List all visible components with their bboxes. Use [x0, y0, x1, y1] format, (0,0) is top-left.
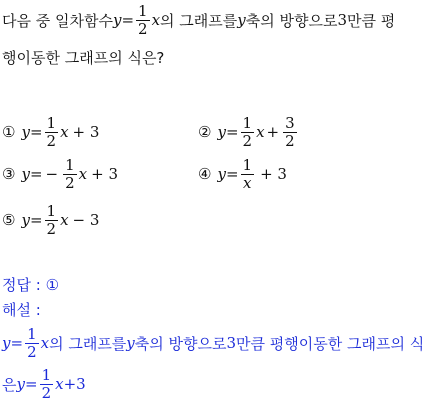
choice-4-fraction [241, 157, 255, 192]
question-y-axis: y [237, 11, 246, 29]
explanation-y: y [2, 334, 11, 352]
choice-4-den: x [243, 173, 252, 192]
choice-3-rest: + 3 [91, 165, 118, 183]
question-three: 3 [337, 11, 348, 29]
explanation-result-x: x [55, 375, 64, 393]
choice-3-eq: = [29, 165, 43, 183]
question-fraction [136, 3, 150, 38]
explanation-line-2 [2, 364, 86, 404]
explanation-text-4: 은 [2, 375, 17, 394]
choice-2-den: 2 [242, 131, 253, 150]
choice-1-eq: = [29, 123, 43, 141]
question-y: y [112, 11, 122, 29]
choice-2-lhs: y [217, 123, 226, 141]
choice-1-fraction [45, 115, 59, 150]
choice-1-den: 2 [46, 131, 57, 150]
choice-2-fraction-2 [283, 115, 297, 150]
explanation-result-den: 2 [41, 383, 52, 402]
choice-2-eq: = [225, 123, 239, 141]
choice-5-num: 1 [46, 201, 57, 220]
choice-3-num: 1 [65, 155, 75, 174]
choice-1-var: x [60, 123, 69, 141]
choice-2-rest: + [266, 123, 280, 141]
choice-2-fraction [241, 115, 255, 150]
choice-3-lhs: y [21, 165, 30, 183]
explanation-eq: = [10, 334, 24, 352]
explanation-result-fraction [40, 367, 54, 402]
choice-5-fraction [45, 203, 59, 238]
choice-4-eq: = [225, 165, 239, 183]
choice-5[interactable] [2, 200, 99, 240]
question-text-d: 만큼 평 [347, 11, 396, 30]
choice-3[interactable] [2, 154, 118, 194]
choice-5-rest: − 3 [72, 211, 100, 229]
explanation-result-num: 1 [41, 365, 52, 384]
choice-3-sign: − [45, 165, 59, 183]
question-line-1 [2, 0, 395, 40]
answer-line [2, 274, 59, 295]
choice-5-mark: ⑤ [2, 211, 16, 229]
explanation-y-axis: y [126, 334, 135, 352]
explanation-den: 2 [27, 342, 37, 361]
explanation-text-3: 만큼 평행이동한 그래프의 식 [236, 334, 424, 353]
explanation-result-y: y [16, 375, 25, 393]
explanation-label: 해설 : [2, 301, 41, 319]
choice-4[interactable] [198, 154, 287, 194]
question-frac-num: 1 [138, 1, 148, 20]
answer-label: 정답 : [2, 276, 46, 294]
choice-1-mark: ① [2, 123, 16, 141]
explanation-text-2: 축의 방향으로 [134, 334, 227, 353]
choice-1[interactable] [2, 112, 99, 152]
choice-5-var: x [60, 211, 69, 229]
choice-3-mark: ③ [2, 165, 16, 183]
question-eq: = [121, 11, 135, 29]
choice-5-eq: = [29, 211, 43, 229]
explanation-line-1 [2, 323, 424, 363]
choice-2-den-2: 2 [285, 131, 295, 150]
choice-3-var: x [78, 165, 88, 183]
choice-1-num: 1 [46, 113, 57, 132]
explanation-num: 1 [27, 324, 37, 343]
question-text-c: 축의 방향으로 [245, 11, 338, 30]
question-frac-den: 2 [138, 19, 148, 38]
choice-2-mark: ② [198, 123, 212, 141]
choice-5-den: 2 [46, 219, 57, 238]
choice-4-mark: ④ [198, 165, 212, 183]
choice-4-lhs: y [217, 165, 226, 183]
choice-2[interactable] [198, 112, 299, 152]
choice-4-rest: + 3 [260, 165, 287, 183]
explanation-result-eq: = [24, 375, 38, 393]
choice-2-var: x [256, 123, 265, 141]
choice-3-fraction [63, 157, 77, 192]
answer-value: ① [45, 276, 60, 294]
choice-5-lhs: y [21, 211, 30, 229]
choice-3-den: 2 [65, 173, 75, 192]
explanation-text-1: 의 그래프를 [49, 334, 127, 353]
question-text-b: 의 그래프를 [160, 11, 238, 30]
question-text-a: 다음 중 일차함수 [2, 11, 113, 30]
explanation-x: x [40, 334, 50, 352]
explanation-result-rest: +3 [63, 375, 86, 393]
choice-1-lhs: y [21, 123, 30, 141]
choice-4-num: 1 [242, 155, 253, 174]
explanation-three: 3 [226, 334, 237, 352]
question-x: x [151, 11, 161, 29]
question-line-2: 행이동한 그래프의 식은? [2, 49, 165, 67]
explanation-fraction [25, 326, 39, 361]
choice-2-num: 1 [242, 113, 253, 132]
choice-1-rest: + 3 [72, 123, 100, 141]
choice-2-num-2: 3 [285, 113, 295, 132]
